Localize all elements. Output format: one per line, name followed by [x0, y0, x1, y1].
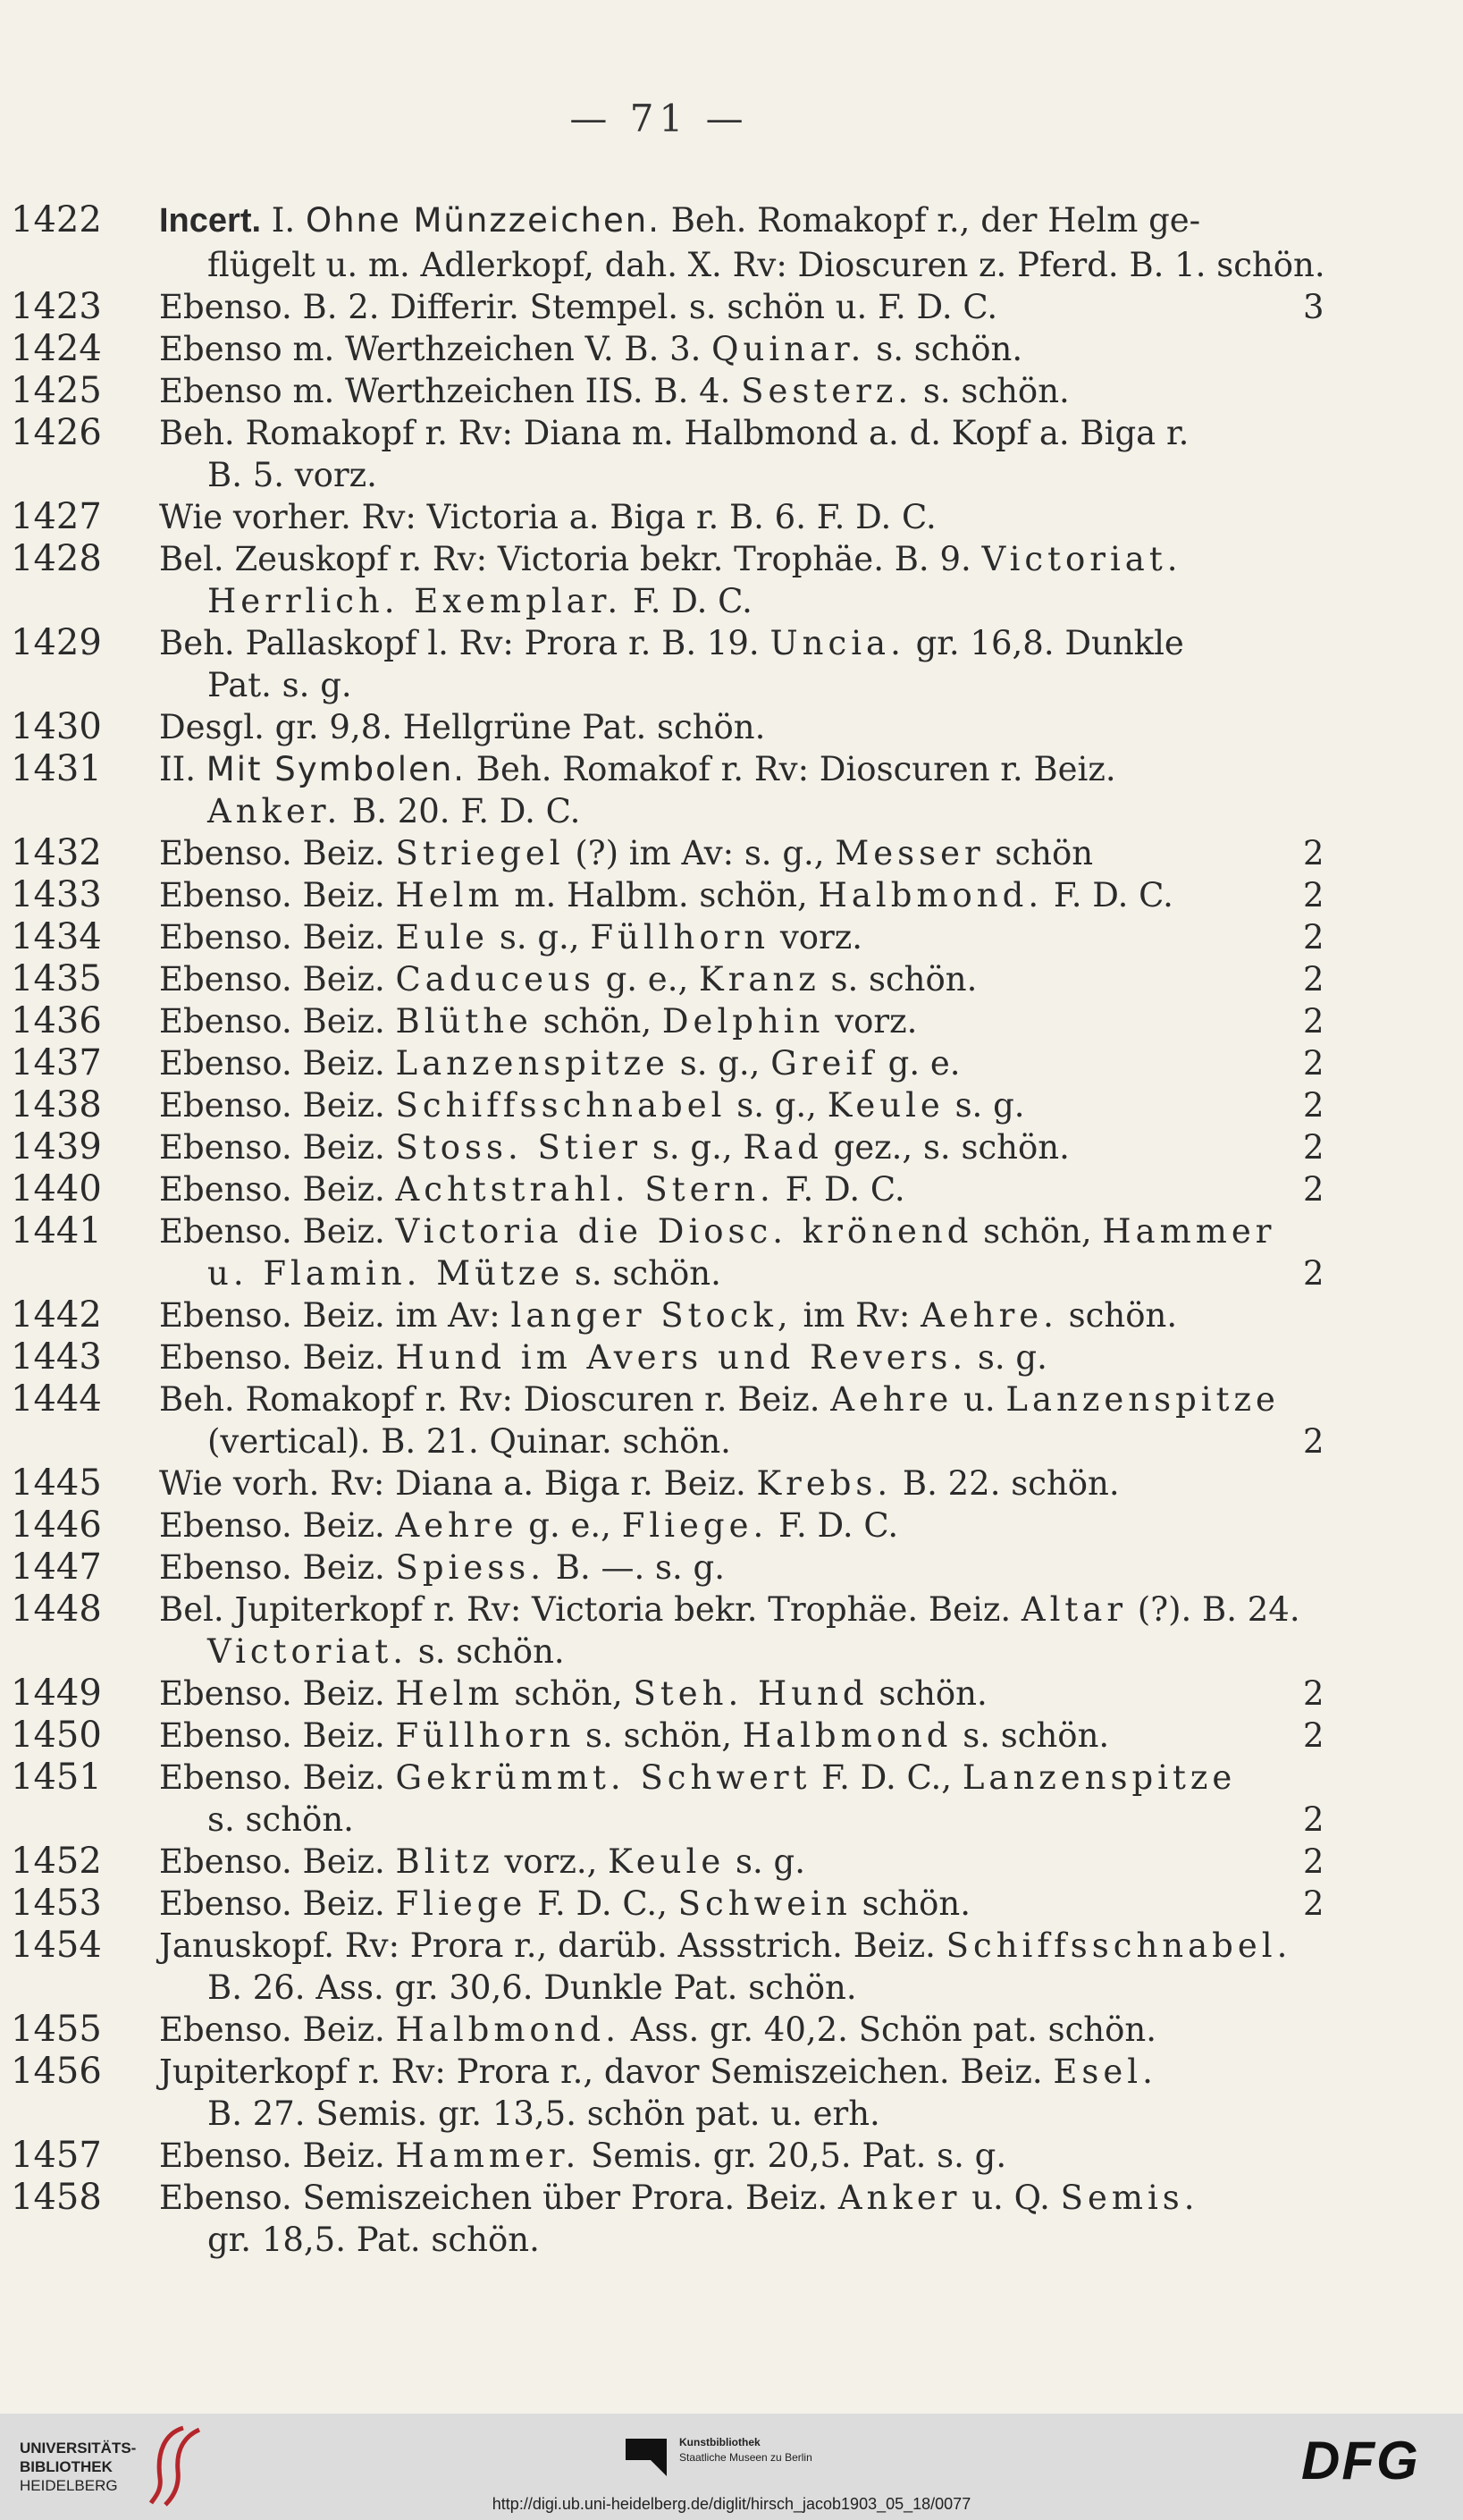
entry-text-part: Ebenso. Beiz. — [159, 1716, 396, 1755]
entry-text-part: s. schön. — [820, 960, 978, 999]
entry-text-part: Quinar. — [711, 330, 866, 368]
entry-text-part: Striegel — [395, 834, 565, 872]
entry-text-part: Wie vorh. Rv: Diana a. Biga r. Beiz. — [159, 1464, 757, 1503]
entry-text-part: Ebenso. Beiz. — [159, 1212, 396, 1251]
entry-text-part: F. D. C. — [768, 1506, 899, 1545]
entry-text-part: g. e., — [594, 960, 699, 999]
entry-text-part: Fliege — [395, 1884, 527, 1923]
entry-text-part: Beh. Romakopf r. Rv: Dioscuren r. Beiz. — [159, 1380, 831, 1419]
kunstbibliothek-logo-icon — [624, 2433, 668, 2478]
kb-subtitle: Staatliche Museen zu Berlin — [679, 2451, 812, 2464]
entry-text — [159, 624, 1184, 662]
entry-text-part: Ebenso. Beiz. — [159, 1884, 396, 1923]
entry-text-part: Desgl. gr. 9,8. Hellgrüne Pat. schön. — [159, 708, 766, 746]
entry-text-part: Keule — [827, 1086, 945, 1125]
entry-text-part: s. g., — [489, 918, 591, 957]
entry-number: 1429 — [11, 622, 102, 663]
entry-text-part: Aehre — [830, 1380, 954, 1419]
entry-number: 1456 — [11, 2051, 102, 2092]
entry-quantity: 2 — [1303, 1086, 1324, 1125]
entry-text-part: Füllhorn — [590, 918, 770, 957]
entry-text-part: g. e. — [877, 1044, 961, 1083]
entry-continuation-text: flügelt u. m. Adlerkopf, dah. X. Rv: Dioscuren z. Pferd. B. 1. schön. — [207, 246, 1325, 284]
entry-text — [159, 834, 1093, 872]
entry-text-part: Anker — [837, 2179, 962, 2217]
entry-text-part: Ass. gr. 40,2. Schön pat. schön. — [619, 2010, 1157, 2049]
entry-text-part: Jupiterkopf r. Rv: Prora r., davor Semiszeichen. Beiz. — [159, 2052, 1054, 2091]
entry-text-part: schön, — [532, 1002, 662, 1041]
entry-text-part: Uncia. — [769, 624, 905, 662]
entry-continuation-text: B. 27. Semis. gr. 13,5. schön pat. u. erh. — [207, 2094, 880, 2133]
entry-text-part: Halbmond. — [395, 2010, 620, 2049]
entry-number: 1427 — [11, 496, 102, 537]
entry-number: 1425 — [11, 370, 102, 411]
entry-text — [159, 1926, 1291, 1965]
entry-text-part: Ebenso. Beiz. — [159, 1044, 396, 1083]
entry-number: 1440 — [11, 1168, 102, 1209]
entry-text-part: m. Halbm. schön, — [503, 876, 819, 914]
entry-number: 1433 — [11, 874, 102, 915]
entry-text-part: Ohne Münzzeichen. — [305, 201, 660, 240]
entry-number: 1453 — [11, 1883, 102, 1924]
entry-quantity: 2 — [1303, 1842, 1324, 1881]
entry-text-part: Helm — [395, 1674, 504, 1713]
entry-number: 1437 — [11, 1042, 102, 1083]
entry-continuation — [207, 1968, 857, 2007]
entry-text-part: (?) im Av: s. g., — [564, 834, 836, 872]
entry-number: 1436 — [11, 1000, 102, 1041]
entry-quantity: 2 — [1303, 876, 1324, 914]
entry-continuation — [207, 582, 753, 620]
entry-text-part: Schwein — [677, 1884, 852, 1923]
entry-text-part: Ebenso m. Werthzeichen IIS. B. 4. — [159, 372, 742, 410]
entry-text-part: Esel. — [1053, 2052, 1157, 2091]
entry-continuation-text: B. 20. F. D. C. — [341, 792, 581, 830]
entry-text-part: g. e., — [517, 1506, 622, 1545]
entry-text-part: s. g., — [668, 1044, 771, 1083]
entry-text — [159, 2010, 1156, 2049]
entry-text-part: Semis. gr. 20,5. Pat. s. g. — [580, 2137, 1007, 2175]
entry-text-part: Stoss. Stier — [395, 1128, 643, 1167]
entry-number: 1430 — [11, 706, 102, 747]
entry-text — [159, 1884, 971, 1923]
page-number: — 71 — — [569, 97, 749, 140]
entry-text-part: s. g. — [725, 1842, 805, 1881]
entry-quantity: 2 — [1303, 918, 1324, 957]
entry-text-part: Ebenso. Beiz. — [159, 876, 396, 914]
entry-quantity: 2 — [1303, 834, 1324, 872]
entry-text-part: vorz., — [493, 1842, 609, 1881]
entry-continuation — [207, 456, 377, 494]
entry-text-part: schön. — [851, 1884, 971, 1923]
entry-text-part: s. schön. — [912, 372, 1070, 410]
entry-text-part: Ebenso. Beiz. — [159, 2010, 396, 2049]
entry-number: 1428 — [11, 538, 102, 579]
entry-text — [159, 918, 862, 957]
entry-quantity: 2 — [1303, 960, 1324, 999]
entry-text-part: s. g. — [944, 1086, 1025, 1125]
entry-number: 1449 — [11, 1673, 102, 1714]
entry-continuation-spaced: Herrlich. Exemplar. — [207, 582, 623, 620]
entry-quantity: 2 — [1303, 1044, 1324, 1083]
entry-text-part: Beh. Pallaskopf l. Rv: Prora r. B. 19. — [159, 624, 770, 662]
entry-text-part: Ebenso. Beiz. — [159, 960, 396, 999]
entry-text-part: Messer — [835, 834, 985, 872]
entry-number: 1450 — [11, 1715, 102, 1756]
entry-text-part: (?). B. 24. — [1127, 1590, 1300, 1629]
entry-text — [159, 960, 977, 999]
entry-number: 1423 — [11, 286, 102, 327]
entry-text — [159, 1212, 1275, 1251]
entry-number: 1447 — [11, 1547, 102, 1588]
entry-continuation-text: Pat. s. g. — [207, 666, 352, 704]
entry-text-part: schön — [984, 834, 1094, 872]
entry-quantity: 2 — [1303, 1422, 1324, 1461]
kb-title: Kunstbibliothek — [679, 2436, 761, 2448]
entry-text-part: Bel. Zeuskopf r. Rv: Victoria bekr. Trophäe. B. 9. — [159, 540, 982, 578]
entry-text-part: vorz. — [769, 918, 863, 957]
entry-text-part: Lanzenspitze — [1005, 1380, 1280, 1419]
entry-text-part: Hammer — [1102, 1212, 1276, 1251]
entry-text — [159, 288, 997, 326]
entry-text — [159, 1044, 961, 1083]
entry-text-part: Gekrümmt. Schwert — [395, 1758, 811, 1797]
entry-number: 1431 — [11, 748, 102, 789]
entry-text-part: Rad — [743, 1128, 823, 1167]
entry-text-part: Ebenso. Beiz. — [159, 1758, 396, 1797]
entry-text-part: Ebenso. Beiz. — [159, 918, 396, 957]
entry-text-part: II. — [159, 750, 206, 788]
entry-text-part: B. —. s. g. — [545, 1548, 725, 1587]
entry-text-part: Ebenso. Beiz. — [159, 1086, 396, 1125]
entry-text-part: schön. — [868, 1674, 988, 1713]
entry-text-part: Lanzenspitze — [962, 1758, 1237, 1797]
entry-text-part: Ebenso. Beiz. — [159, 1128, 396, 1167]
entry-number: 1444 — [11, 1378, 102, 1420]
entry-text — [159, 201, 1200, 240]
entry-text-part: Beh. Romakopf r. Rv: Diana m. Halbmond a. d. Kopf a. Biga r. — [159, 414, 1190, 452]
entry-text — [159, 1758, 1236, 1797]
library-name — [20, 2439, 136, 2495]
entry-text-part: Semis. — [1060, 2179, 1199, 2217]
entry-continuation — [207, 2094, 880, 2133]
entry-text — [159, 1548, 725, 1587]
entry-quantity: 2 — [1303, 1170, 1324, 1209]
entry-quantity: 2 — [1303, 1128, 1324, 1167]
entry-text-part: langer Stock, — [510, 1296, 793, 1335]
entry-text-part: Beh. Romakof r. Rv: Dioscuren r. Beiz. — [466, 750, 1116, 788]
entry-text — [159, 2052, 1157, 2091]
entry-text-part: Januskopf. Rv: Prora r., darüb. Assstrich. Beiz. — [159, 1926, 946, 1965]
entry-continuation — [207, 1254, 721, 1293]
entry-continuation-spaced: Anker. — [207, 792, 342, 830]
entry-text-part: Hund im Avers und Revers. — [395, 1338, 968, 1377]
entry-text-part: Beh. Romakopf r., der Helm ge- — [660, 201, 1201, 240]
entry-text — [159, 1128, 1070, 1167]
entry-text-part: Ebenso. Beiz. — [159, 1674, 396, 1713]
entry-text-part: Sesterz. — [741, 372, 913, 410]
entry-text — [159, 1002, 917, 1041]
entry-text — [159, 498, 937, 536]
entry-text-part: Halbmond. — [818, 876, 1044, 914]
entry-continuation — [207, 1632, 565, 1671]
entry-text-part: Blitz — [395, 1842, 494, 1881]
entry-text-part: Krebs. — [756, 1464, 893, 1503]
dfg-logo: DFG — [1301, 2431, 1420, 2491]
entry-text-part: Schiffsschnabel — [395, 1086, 727, 1125]
entry-text-part: Schiffsschnabel. — [946, 1926, 1292, 1965]
entry-continuation — [207, 1422, 731, 1461]
entry-text-part: Eule — [395, 918, 490, 957]
entry-quantity: 2 — [1303, 1254, 1324, 1293]
entry-text-part: Spiess. — [395, 1548, 545, 1587]
entry-text-part: Ebenso. Beiz. — [159, 1548, 396, 1587]
entry-continuation-text: B. 26. Ass. gr. 30,6. Dunkle Pat. schön. — [207, 1968, 857, 2007]
entry-number: 1457 — [11, 2135, 102, 2176]
entry-text — [159, 876, 1173, 914]
entry-text — [159, 1296, 1177, 1335]
entry-number: 1438 — [11, 1084, 102, 1125]
entry-quantity: 2 — [1303, 1800, 1324, 1839]
entry-number: 1452 — [11, 1841, 102, 1882]
entry-number: 1455 — [11, 2009, 102, 2050]
entry-text-part: u. Q. — [961, 2179, 1061, 2217]
entry-text-part: Bel. Jupiterkopf r. Rv: Victoria bekr. Trophäe. Beiz. — [159, 1590, 1022, 1629]
entry-text-part: Helm — [395, 876, 504, 914]
entry-text — [159, 1506, 898, 1545]
entry-quantity: 2 — [1303, 1674, 1324, 1713]
entry-text-part: F. D. C. — [774, 1170, 905, 1209]
library-line-1: UNIVERSITÄTS- — [20, 2440, 137, 2457]
entry-text-part: s. g., — [726, 1086, 828, 1125]
entry-quantity: 2 — [1303, 1884, 1324, 1923]
entry-quantity: 2 — [1303, 1716, 1324, 1755]
entry-text-part: Wie vorher. Rv: Victoria a. Biga r. B. 6. F. D. C. — [159, 498, 937, 536]
entry-text-part: s. schön, — [575, 1716, 743, 1755]
entry-text-part: F. D. C., — [526, 1884, 678, 1923]
source-url[interactable]: http://digi.ub.uni-heidelberg.de/diglit/hirsch_jacob1903_05_18/0077 — [492, 2495, 971, 2513]
entry-text-part: Mit Symbolen. — [206, 750, 467, 788]
entry-continuation-text: B. 5. vorz. — [207, 456, 377, 494]
entry-text-part: Ebenso. Beiz. — [159, 2137, 396, 2175]
entry-text-part: u. — [953, 1380, 1006, 1419]
entry-continuation-text: (vertical). B. 21. Quinar. schön. — [207, 1422, 731, 1461]
entry-number: 1442 — [11, 1294, 102, 1336]
entry-continuation-spaced: Victoriat. — [207, 1632, 408, 1671]
entry-quantity: 3 — [1303, 288, 1324, 326]
entry-text-part: gez., s. schön. — [822, 1128, 1070, 1167]
entry-text-part: Achtstrahl. Stern. — [395, 1170, 775, 1209]
entry-continuation-text: s. schön. — [207, 1800, 354, 1839]
entry-text-part: F. D. C. — [1043, 876, 1173, 914]
entry-text-part: Aehre. — [921, 1296, 1058, 1335]
entry-text-part: Steh. Hund — [633, 1674, 869, 1713]
entry-text-part: Blüthe — [395, 1002, 533, 1041]
entry-text-part: I. — [261, 201, 306, 240]
entry-text-part: Caduceus — [395, 960, 595, 999]
entry-text-part: B. 22. schön. — [892, 1464, 1120, 1503]
entry-text-part: Ebenso. B. 2. Differir. Stempel. s. schön u. F. D. C. — [159, 288, 998, 326]
entry-number: 1451 — [11, 1757, 102, 1798]
entry-text — [159, 1842, 805, 1881]
entry-continuation-text: gr. 18,5. Pat. schön. — [207, 2221, 540, 2259]
entry-number: 1426 — [11, 412, 102, 453]
entry-number: 1424 — [11, 328, 102, 369]
entry-text-part: Füllhorn — [395, 1716, 576, 1755]
entry-continuation-spaced: u. Flamin. Mütze — [207, 1254, 565, 1293]
entry-text — [159, 1674, 988, 1713]
entry-number: 1448 — [11, 1589, 102, 1630]
entry-text-part: Lanzenspitze — [395, 1044, 669, 1083]
entry-number: 1434 — [11, 916, 102, 957]
entry-text-part: F. D. C., — [811, 1758, 963, 1797]
entry-continuation — [207, 666, 352, 704]
entry-text — [159, 1380, 1280, 1419]
entry-text-part: Victoria die Diosc. krönend — [395, 1212, 973, 1251]
entry-text — [159, 2179, 1199, 2217]
entry-text-part: Altar — [1021, 1590, 1128, 1629]
entry-number: 1432 — [11, 832, 102, 873]
entry-text-part: schön, — [972, 1212, 1103, 1251]
entry-continuation — [207, 246, 1325, 284]
entry-number: 1454 — [11, 1925, 102, 1966]
entry-text-part: Ebenso. Beiz. — [159, 1506, 396, 1545]
entry-text-part: Delphin — [661, 1002, 825, 1041]
entry-text — [159, 2137, 1006, 2175]
entry-text — [159, 1464, 1120, 1503]
entry-number: 1435 — [11, 958, 102, 999]
entry-continuation — [207, 1800, 354, 1839]
entry-text — [159, 1170, 905, 1209]
entry-text-part: Kranz — [698, 960, 820, 999]
entry-text-part: Fliege. — [621, 1506, 769, 1545]
entry-text-part: Halbmond — [742, 1716, 953, 1755]
entry-text — [159, 1590, 1300, 1629]
entry-text — [159, 708, 765, 746]
entry-text-part: Victoriat. — [981, 540, 1182, 578]
entry-text-part: s. g., — [642, 1128, 744, 1167]
entry-number: 1441 — [11, 1210, 102, 1252]
entry-text-part: Ebenso. Beiz. — [159, 1002, 396, 1041]
entry-number: 1422 — [11, 199, 102, 240]
entry-text-part: Ebenso. Beiz. — [159, 834, 396, 872]
entry-text-part: s. schön. — [952, 1716, 1110, 1755]
entry-text-part: Ebenso m. Werthzeichen V. B. 3. — [159, 330, 712, 368]
entry-text — [159, 1716, 1109, 1755]
entry-text-part: gr. 16,8. Dunkle — [904, 624, 1184, 662]
entry-continuation-text: s. schön. — [407, 1632, 565, 1671]
entry-continuation-text: s. schön. — [564, 1254, 721, 1293]
entry-quantity: 2 — [1303, 1002, 1324, 1041]
entry-text-part: vorz. — [824, 1002, 918, 1041]
entry-text-part: im Rv: — [792, 1296, 921, 1335]
entry-text — [159, 750, 1116, 788]
library-line-2: BIBLIOTHEK — [20, 2458, 113, 2475]
entry-text-part: Hammer. — [395, 2137, 581, 2175]
entry-number: 1445 — [11, 1462, 102, 1504]
entry-text-part: s. schön. — [865, 330, 1023, 368]
entry-text-part: Greif — [770, 1044, 878, 1083]
entry-text — [159, 540, 1182, 578]
entry-text — [159, 1086, 1025, 1125]
entry-text-part: schön. — [1057, 1296, 1178, 1335]
entry-text-part: Ebenso. Beiz. — [159, 1170, 396, 1209]
entry-number: 1446 — [11, 1504, 102, 1546]
entry-text-part: Ebenso. Semiszeichen über Prora. Beiz. — [159, 2179, 838, 2217]
entry-number: 1439 — [11, 1126, 102, 1167]
entry-text — [159, 372, 1070, 410]
entry-text — [159, 1338, 1047, 1377]
entry-text-part: Aehre — [395, 1506, 518, 1545]
kunstbibliothek-name — [679, 2435, 812, 2465]
entry-continuation-text: F. D. C. — [622, 582, 753, 620]
entry-text-part: Keule — [608, 1842, 726, 1881]
entry-number: 1458 — [11, 2177, 102, 2218]
entry-continuation — [207, 792, 580, 830]
entry-number: 1443 — [11, 1336, 102, 1378]
library-line-3: HEIDELBERG — [20, 2477, 118, 2494]
entry-text-part: Incert. — [159, 202, 262, 240]
entry-text-part: s. g. — [967, 1338, 1047, 1377]
entry-text-part: Ebenso. Beiz. — [159, 1338, 396, 1377]
entry-text — [159, 330, 1022, 368]
entry-text-part: Ebenso. Beiz. — [159, 1842, 396, 1881]
entry-continuation — [207, 2221, 540, 2259]
entry-text — [159, 414, 1189, 452]
entry-text-part: schön, — [503, 1674, 634, 1713]
entry-text-part: Ebenso. Beiz. im Av: — [159, 1296, 511, 1335]
